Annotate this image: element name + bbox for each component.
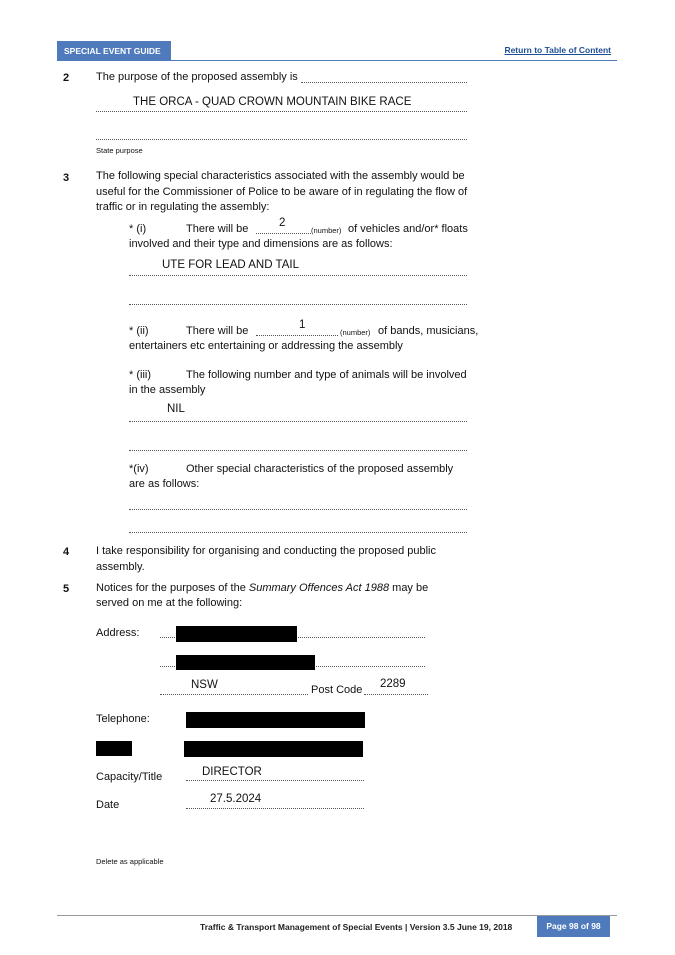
footer-text: Traffic & Transport Management of Special Events | Version 3.5 June 19, 2018 [200,922,513,932]
item-3iii-dotline-2 [129,450,467,451]
item-3iv-dotline-1 [129,509,467,510]
item-3ii-label: * (ii) [129,325,149,337]
item-5-line2: served on me at the following: [96,597,243,609]
item-3i-post: of vehicles and/or* floats [348,223,468,235]
header-divider [57,60,617,61]
item-3-number: 3 [63,172,70,184]
redaction-telephone-2 [184,741,363,757]
item-3ii-value: 1 [299,319,306,331]
redaction-address-2 [176,655,315,670]
item-3iv-text: Other special characteristics of the proposed assembly [186,463,454,475]
delete-note: Delete as applicable [96,857,164,866]
item-3i-dotline [256,233,311,234]
item-3ii-post: of bands, musicians, [378,325,479,337]
item-3i-dotline-3 [129,304,467,305]
header-tab: SPECIAL EVENT GUIDE [57,41,171,61]
date-value: 27.5.2024 [210,793,262,805]
redaction-telephone-1 [186,712,365,728]
item-5-act-name: Summary Offences Act 1988 [248,582,390,594]
item-3-text: The following special characteristics associated with the assembly would be useful for the Commissioner of Police to be aware of in regulating the flow of traffic or in regulating the assembly: [96,170,468,213]
redaction-telephone-label-2 [96,741,132,756]
redaction-address-1 [176,626,297,642]
item-3iii-answer: NIL [167,403,185,415]
item-3iv-line2: are as follows: [129,478,200,490]
capacity-value: DIRECTOR [202,766,262,778]
item-3i-answer: UTE FOR LEAD AND TAIL [162,259,299,271]
item-2-answer: THE ORCA - QUAD CROWN MOUNTAIN BIKE RACE [133,96,412,108]
item-3iii-line2: in the assembly [129,384,206,396]
address-state: NSW [191,679,218,691]
item-5-number: 5 [63,583,70,595]
item-2-dotline-1 [301,82,467,83]
item-3i-dotline-2 [129,275,467,276]
item-3iii-label: * (iii) [129,369,151,381]
item-2-dotline-3 [96,139,467,140]
item-3i-value: 2 [279,217,286,229]
item-3ii-pre: There will be [186,325,249,337]
item-4-number: 4 [63,546,70,558]
item-3ii-line2: entertainers etc entertaining or addressing the assembly [129,340,403,352]
item-5-text [96,581,428,597]
item-5-text-post: may be [389,582,429,594]
postcode-label: Post Code [311,684,363,696]
toc-link[interactable]: Return to Table of Content [504,45,611,55]
capacity-label: Capacity/Title [96,771,163,783]
item-4-text: I take responsibility for organising and conducting the proposed public assembly. [96,545,436,573]
item-3iii-dotline-1 [129,421,467,422]
item-3iv-dotline-2 [129,532,467,533]
item-3ii-number: (number) [340,328,371,337]
item-2-text: The purpose of the proposed assembly is [96,71,298,83]
address-dotline-3 [160,694,308,695]
address-label: Address: [96,627,140,639]
item-3i-label: * (i) [129,223,147,235]
item-3i-number: (number) [311,226,342,235]
item-2-caption: State purpose [96,146,143,155]
item-3ii-dotline [256,335,338,336]
postcode-value: 2289 [380,678,406,690]
footer-divider [57,915,617,916]
item-3iv-label: *(iv) [129,463,149,475]
item-3i-line2: involved and their type and dimensions are as follows: [129,238,393,250]
date-label: Date [96,799,120,811]
telephone-label: Telephone: [96,713,150,725]
item-5-text-pre: Notices for the purposes of the [96,582,249,594]
capacity-dotline [186,780,364,781]
item-2-number: 2 [63,72,70,84]
item-3i-pre: There will be [186,223,249,235]
page-number-badge: Page 98 of 98 [537,916,610,937]
item-3iii-text: The following number and type of animals will be involved [186,369,467,381]
item-2-dotline-2 [96,111,467,112]
date-dotline [186,808,364,809]
postcode-dotline [364,694,428,695]
